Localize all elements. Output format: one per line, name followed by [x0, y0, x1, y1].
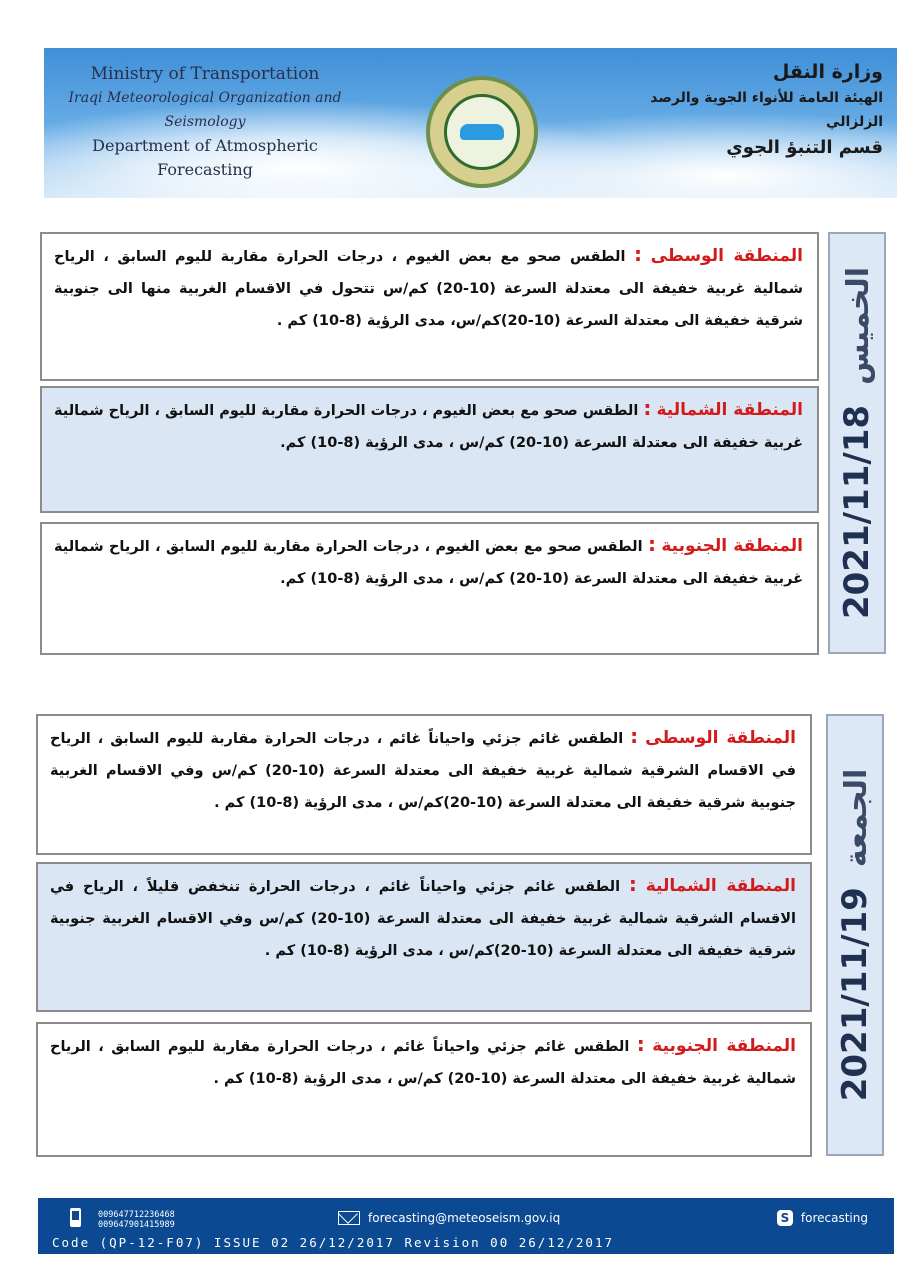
- skype-contact[interactable]: [777, 1210, 868, 1226]
- region-colon: :: [628, 872, 637, 896]
- region-box-south: [36, 1022, 812, 1157]
- ministry-name-ar: وزارة النقل: [772, 61, 883, 83]
- region-forecast-text: الطقس صحو مع بعض الغيوم ، درجات الحرارة مقاربة لليوم السابق ، الرياح شمالية غربية خفيفة الى معتدلة السرعة (10-20) كم/س ، مدى الرؤية (8-10) كم.: [54, 539, 803, 587]
- mail-icon: [338, 1211, 360, 1225]
- region-name: المنطقة الجنوبية: [652, 1036, 796, 1056]
- region-forecast-text: الطقس غائم جزئي واحياناً غائم ، درجات الحرارة تنخفض قليلاً ، الرياح في الاقسام الشرقية شمالية غربية خفيفة الى معتدلة السرعة (10-20) كم/س وفي الاقسام الغربية جنوبية شرقية خفيفة الى معتدلة السرعة (10-20)كم/س ، مدى الرؤية (8-10) كم .: [50, 879, 796, 959]
- organization-name-ar: الهيئة العامة للأنواء الجوية والرصد الزلزالي: [650, 90, 883, 130]
- region-colon: :: [630, 724, 639, 748]
- email-address[interactable]: forecasting@meteoseism.gov.iq: [368, 1211, 561, 1225]
- logo-seal-inner: [444, 94, 520, 170]
- forecast-date: 2021/11/18: [837, 404, 877, 620]
- region-colon: :: [636, 1032, 645, 1056]
- department-name-ar: قسم التنبؤ الجوي: [726, 137, 883, 158]
- region-forecast-text: الطقس صحو مع بعض الغيوم ، درجات الحرارة مقاربة لليوم السابق ، الرياح شمالية غربية خفيفة الى معتدلة السرعة (10-20) كم/س ، مدى الرؤية (8-10) كم.: [54, 403, 803, 451]
- forecast-day-1: [40, 232, 819, 655]
- region-forecast-text: الطقس غائم جزئي واحياناً غائم ، درجات الحرارة مقاربة لليوم السابق ، الرياح في الاقسام الشرقية شمالية غربية خفيفة الى معتدلة السرعة (10-20) كم/س وفي الاقسام الغربية جنوبية شرقية خفيفة الى معتدلة السرعة (10-20)كم/س ، مدى الرؤية (8-10) كم .: [50, 731, 797, 811]
- forecast-day-2: [36, 714, 812, 1157]
- region-box-south: [40, 522, 819, 655]
- document-code-line: Code (QP-12-F07) ISSUE 02 26/12/2017 Revision 00 26/12/2017: [52, 1235, 615, 1250]
- skype-handle[interactable]: forecasting: [800, 1211, 868, 1225]
- arabic-header: [623, 58, 883, 162]
- forecast-day-name: الخميس: [841, 266, 876, 385]
- region-name: المنطقة الشمالية: [656, 400, 803, 420]
- forecast-date: 2021/11/19: [835, 887, 875, 1102]
- email-contact[interactable]: [338, 1211, 560, 1225]
- department-name-en: Department of Atmospheric Forecasting: [92, 136, 318, 179]
- phone-number-2: 009647901415989: [98, 1220, 175, 1230]
- skype-icon: S: [777, 1210, 793, 1226]
- phone-numbers: [98, 1210, 175, 1230]
- logo-wave-icon: [460, 124, 504, 140]
- region-name: المنطقة الوسطى: [650, 246, 803, 266]
- region-box-north: [36, 862, 812, 1012]
- organization-name-en: Iraqi Meteorological Organization and Seismology: [68, 90, 342, 130]
- english-header: [60, 62, 350, 182]
- day-2-date-panel: [826, 714, 884, 1156]
- region-box-central: [36, 714, 812, 855]
- forecast-day-name: الجمعة: [839, 768, 874, 868]
- region-colon: :: [647, 532, 656, 556]
- ministry-name-en: Ministry of Transportation: [90, 64, 320, 84]
- organization-logo: [426, 76, 538, 188]
- phone-number-1: 009647712236468: [98, 1210, 175, 1220]
- region-colon: :: [634, 242, 643, 266]
- region-name: المنطقة الشمالية: [645, 876, 796, 896]
- day-1-date-panel: [828, 232, 886, 654]
- region-name: المنطقة الوسطى: [645, 728, 796, 748]
- region-name: المنطقة الجنوبية: [661, 536, 803, 556]
- phone-icon: [70, 1208, 81, 1227]
- region-forecast-text: الطقس صحو مع بعض الغيوم ، درجات الحرارة مقاربة لليوم السابق ، الرياح شمالية غربية خفيفة الى معتدلة السرعة (10-20) كم/س تتحول في الاقسام الغربية منها الى جنوبية شرقية خفيفة الى معتدلة السرعة (10-20)كم/س، مدى الرؤية (8-10) كم .: [54, 249, 803, 329]
- footer-bar: [38, 1198, 894, 1254]
- region-colon: :: [643, 396, 652, 420]
- region-forecast-text: الطقس غائم جزئي واحياناً غائم ، درجات الحرارة مقاربة لليوم السابق ، الرياح شمالية غربية خفيفة الى معتدلة السرعة (10-20) كم/س ، مدى الرؤية (8-10) كم .: [50, 1039, 796, 1087]
- header-banner: [44, 48, 897, 198]
- region-box-central: [40, 232, 819, 381]
- region-box-north: [40, 386, 819, 513]
